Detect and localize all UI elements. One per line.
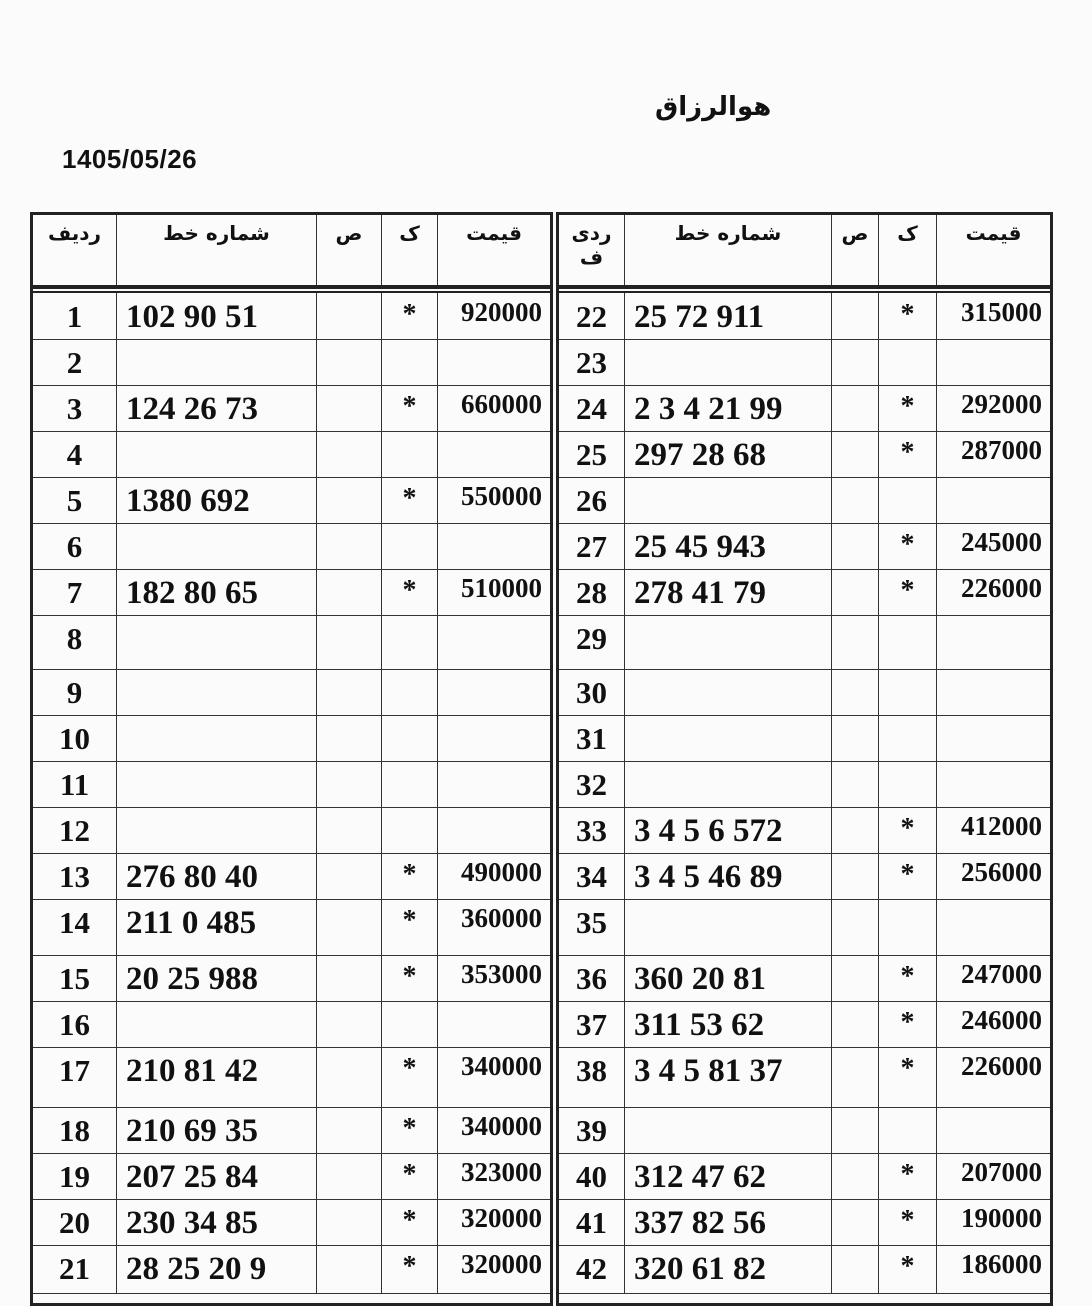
row-number-cell: 27 (559, 523, 625, 569)
table-row (559, 339, 1050, 386)
header-row-number: ردیف (33, 215, 117, 285)
price-cell: 340000 (461, 1051, 542, 1081)
header-price: قیمت (466, 221, 522, 245)
line-number-cell (625, 669, 832, 715)
price-cell: 226000 (961, 1051, 1042, 1081)
row-number-cell: 14 (33, 899, 117, 955)
row-number-cell: 10 (33, 715, 117, 761)
table-row (33, 523, 550, 570)
row-number-cell: 32 (559, 761, 625, 807)
price-cell (438, 715, 550, 761)
line-number-cell (625, 899, 832, 955)
sad-cell (832, 955, 879, 1001)
sad-cell (317, 1153, 382, 1199)
kaf-mark-cell (382, 431, 438, 477)
row-number-cell: 20 (33, 1199, 117, 1245)
row-number-cell: 28 (559, 569, 625, 615)
row-number-cell: 41 (559, 1199, 625, 1245)
table-row (559, 1107, 1050, 1154)
table-row (559, 293, 1050, 340)
sad-cell (832, 293, 879, 339)
kaf-mark-cell: * (382, 955, 438, 1001)
sad-cell (832, 1153, 879, 1199)
price-cell (937, 715, 1050, 761)
sad-cell (832, 431, 879, 477)
price-cell: 292000 (961, 389, 1042, 419)
price-cell (937, 477, 1050, 523)
row-number-cell: 17 (33, 1047, 117, 1107)
price-cell: 660000 (461, 389, 542, 419)
row-number-cell: 24 (559, 385, 625, 431)
sad-cell (317, 1001, 382, 1047)
row-number-cell: 4 (33, 431, 117, 477)
line-number-cell (625, 339, 832, 385)
price-cell: 510000 (461, 573, 542, 603)
kaf-mark-cell: * (879, 1245, 937, 1293)
table-row (33, 1245, 550, 1294)
left-table-header (33, 215, 550, 289)
row-number-cell: 34 (559, 853, 625, 899)
line-number-cell: 102 90 51 (117, 293, 317, 339)
line-number-cell (117, 1001, 317, 1047)
sad-cell (317, 339, 382, 385)
kaf-mark-cell: * (879, 1001, 937, 1047)
sad-cell (317, 385, 382, 431)
row-number-cell: 35 (559, 899, 625, 955)
kaf-mark-cell (879, 339, 937, 385)
row-number-cell: 23 (559, 339, 625, 385)
line-number-cell: 1380 692 (117, 477, 317, 523)
row-number-cell: 31 (559, 715, 625, 761)
row-number-cell: 36 (559, 955, 625, 1001)
kaf-mark-cell (382, 715, 438, 761)
sad-cell (317, 1199, 382, 1245)
row-number-cell: 42 (559, 1245, 625, 1293)
kaf-mark-cell: * (382, 293, 438, 339)
price-cell: 190000 (961, 1203, 1042, 1233)
line-number-cell: 360 20 81 (625, 955, 832, 1001)
price-cell: 412000 (961, 811, 1042, 841)
kaf-mark-cell: * (879, 431, 937, 477)
header-line-number: شماره خط (117, 215, 317, 285)
row-number-cell: 2 (33, 339, 117, 385)
row-number-cell: 11 (33, 761, 117, 807)
price-cell: 315000 (961, 297, 1042, 327)
sad-cell (832, 523, 879, 569)
kaf-mark-cell: * (879, 293, 937, 339)
line-number-cell (117, 807, 317, 853)
sad-cell (832, 899, 879, 955)
line-number-cell: 2 3 4 21 99 (625, 385, 832, 431)
sad-cell (832, 807, 879, 853)
table-row (559, 853, 1050, 900)
price-cell (438, 1001, 550, 1047)
price-cell (438, 669, 550, 715)
table-row (33, 669, 550, 716)
kaf-mark-cell: * (382, 899, 438, 955)
line-number-cell (117, 339, 317, 385)
sad-cell (317, 1107, 382, 1153)
sad-cell (317, 431, 382, 477)
line-number-cell: 124 26 73 (117, 385, 317, 431)
kaf-mark-cell (879, 761, 937, 807)
table-row (559, 615, 1050, 670)
line-number-cell: 20 25 988 (117, 955, 317, 1001)
left-table (30, 212, 553, 1306)
row-number-cell: 8 (33, 615, 117, 669)
kaf-mark-cell (879, 899, 937, 955)
line-number-cell (625, 715, 832, 761)
document-date: 1405/05/26 (62, 144, 198, 174)
price-cell: 245000 (961, 527, 1042, 557)
line-number-cell (625, 1107, 832, 1153)
kaf-mark-cell (879, 477, 937, 523)
table-row (559, 1245, 1050, 1294)
table-row (559, 715, 1050, 762)
row-number-cell: 26 (559, 477, 625, 523)
line-number-cell: 25 45 943 (625, 523, 832, 569)
table-row (33, 807, 550, 854)
line-number-cell (117, 715, 317, 761)
price-cell: 186000 (961, 1249, 1042, 1279)
kaf-mark-cell (382, 1001, 438, 1047)
table-row (559, 1047, 1050, 1108)
line-number-cell (117, 615, 317, 669)
kaf-mark-cell: * (382, 1107, 438, 1153)
price-cell: 256000 (961, 857, 1042, 887)
line-number-cell: 25 72 911 (625, 293, 832, 339)
table-row (559, 955, 1050, 1002)
price-cell (438, 761, 550, 807)
row-number-cell: 3 (33, 385, 117, 431)
price-cell: 226000 (961, 573, 1042, 603)
line-number-cell: 311 53 62 (625, 1001, 832, 1047)
table-row (33, 293, 550, 340)
line-number-cell: 320 61 82 (625, 1245, 832, 1293)
kaf-mark-cell: * (879, 1047, 937, 1107)
kaf-mark-cell: * (382, 1245, 438, 1293)
table-row (33, 1107, 550, 1154)
line-number-cell: 210 81 42 (117, 1047, 317, 1107)
price-cell: 353000 (461, 959, 542, 989)
sad-cell (317, 1245, 382, 1293)
table-row (33, 899, 550, 956)
price-cell (438, 523, 550, 569)
line-number-cell: 28 25 20 9 (117, 1245, 317, 1293)
row-number-cell: 5 (33, 477, 117, 523)
price-cell: 287000 (961, 435, 1042, 465)
row-number-cell: 22 (559, 293, 625, 339)
line-number-cell: 3 4 5 46 89 (625, 853, 832, 899)
row-number-cell: 25 (559, 431, 625, 477)
table-row (33, 1001, 550, 1048)
header-kaf: ک (382, 215, 438, 285)
kaf-mark-cell (382, 339, 438, 385)
sad-cell (832, 1047, 879, 1107)
line-number-cell (625, 615, 832, 669)
row-number-cell: 21 (33, 1245, 117, 1293)
header-sad: ص (317, 215, 382, 285)
kaf-mark-cell: * (382, 385, 438, 431)
price-cell: 320000 (461, 1249, 542, 1279)
table-row (33, 477, 550, 524)
line-number-cell (117, 761, 317, 807)
sad-cell (832, 853, 879, 899)
line-number-cell: 207 25 84 (117, 1153, 317, 1199)
kaf-mark-cell: * (382, 477, 438, 523)
kaf-mark-cell: * (879, 807, 937, 853)
sad-cell (317, 669, 382, 715)
price-cell (438, 615, 550, 669)
header-sad: ص (832, 215, 879, 285)
kaf-mark-cell (879, 669, 937, 715)
price-cell: 323000 (461, 1157, 542, 1187)
sad-cell (832, 569, 879, 615)
sad-cell (317, 955, 382, 1001)
price-cell: 207000 (961, 1157, 1042, 1187)
table-row (33, 715, 550, 762)
kaf-mark-cell (879, 615, 937, 669)
sad-cell (317, 715, 382, 761)
row-number-cell: 6 (33, 523, 117, 569)
table-row (33, 615, 550, 670)
kaf-mark-cell: * (879, 523, 937, 569)
table-row (559, 477, 1050, 524)
line-number-cell (625, 477, 832, 523)
price-cell (937, 339, 1050, 385)
sad-cell (832, 1001, 879, 1047)
table-row (559, 1199, 1050, 1246)
row-number-cell: 9 (33, 669, 117, 715)
sad-cell (317, 523, 382, 569)
row-number-cell: 15 (33, 955, 117, 1001)
sad-cell (317, 1047, 382, 1107)
table-row (33, 853, 550, 900)
table-row (33, 569, 550, 616)
line-number-cell: 230 34 85 (117, 1199, 317, 1245)
kaf-mark-cell: * (382, 1153, 438, 1199)
kaf-mark-cell (879, 1107, 937, 1153)
row-number-cell: 7 (33, 569, 117, 615)
line-number-cell (117, 523, 317, 569)
row-number-cell: 19 (33, 1153, 117, 1199)
row-number-cell: 13 (33, 853, 117, 899)
line-number-cell: 278 41 79 (625, 569, 832, 615)
price-cell (937, 615, 1050, 669)
line-number-cell: 297 28 68 (625, 431, 832, 477)
sad-cell (317, 477, 382, 523)
row-number-cell: 33 (559, 807, 625, 853)
price-cell (937, 761, 1050, 807)
line-number-cell (117, 669, 317, 715)
row-number-cell: 39 (559, 1107, 625, 1153)
price-cell (937, 1107, 1050, 1153)
price-cell: 490000 (461, 857, 542, 887)
line-number-cell: 210 69 35 (117, 1107, 317, 1153)
table-row (33, 1153, 550, 1200)
sad-cell (832, 761, 879, 807)
sad-cell (832, 615, 879, 669)
right-table-header (559, 215, 1050, 289)
sad-cell (832, 477, 879, 523)
kaf-mark-cell (382, 669, 438, 715)
kaf-mark-cell (382, 807, 438, 853)
sad-cell (317, 761, 382, 807)
table-row (559, 523, 1050, 570)
table-row (559, 807, 1050, 854)
header-price: قیمت (965, 221, 1022, 245)
header-row-number: ردی ف (559, 215, 625, 285)
kaf-mark-cell: * (879, 955, 937, 1001)
table-row (559, 385, 1050, 432)
sad-cell (832, 1245, 879, 1293)
sad-cell (317, 569, 382, 615)
header-line-number: شماره خط (625, 215, 832, 285)
kaf-mark-cell: * (879, 1153, 937, 1199)
sad-cell (832, 1107, 879, 1153)
table-row (559, 1001, 1050, 1048)
row-number-cell: 18 (33, 1107, 117, 1153)
price-cell: 320000 (461, 1203, 542, 1233)
header-kaf: ک (879, 215, 937, 285)
kaf-mark-cell: * (879, 569, 937, 615)
kaf-mark-cell (382, 615, 438, 669)
sad-cell (317, 899, 382, 955)
table-row (559, 899, 1050, 956)
line-number-cell (117, 431, 317, 477)
price-cell: 246000 (961, 1005, 1042, 1035)
line-number-cell: 337 82 56 (625, 1199, 832, 1245)
price-cell (438, 431, 550, 477)
page-heading: هوالرزاق (655, 92, 772, 122)
price-cell (438, 339, 550, 385)
price-cell (438, 807, 550, 853)
row-number-cell: 16 (33, 1001, 117, 1047)
sad-cell (832, 385, 879, 431)
table-row (559, 1153, 1050, 1200)
row-number-cell: 40 (559, 1153, 625, 1199)
table-row (33, 1199, 550, 1246)
table-row (33, 385, 550, 432)
price-cell: 247000 (961, 959, 1042, 989)
kaf-mark-cell (382, 761, 438, 807)
price-cell (937, 669, 1050, 715)
row-number-cell: 1 (33, 293, 117, 339)
price-cell: 550000 (461, 481, 542, 511)
sad-cell (832, 339, 879, 385)
kaf-mark-cell: * (382, 1047, 438, 1107)
sad-cell (317, 615, 382, 669)
row-number-cell: 12 (33, 807, 117, 853)
table-row (33, 1047, 550, 1108)
line-number-cell: 182 80 65 (117, 569, 317, 615)
kaf-mark-cell: * (879, 385, 937, 431)
price-cell: 920000 (461, 297, 542, 327)
kaf-mark-cell: * (879, 1199, 937, 1245)
row-number-cell: 29 (559, 615, 625, 669)
price-cell: 360000 (461, 903, 542, 933)
table-row (33, 955, 550, 1002)
price-cell (937, 899, 1050, 955)
table-row (33, 431, 550, 478)
table-row (559, 669, 1050, 716)
row-number-cell: 38 (559, 1047, 625, 1107)
kaf-mark-cell: * (879, 853, 937, 899)
kaf-mark-cell: * (382, 569, 438, 615)
row-number-cell: 37 (559, 1001, 625, 1047)
table-row (33, 339, 550, 386)
table-row (559, 431, 1050, 478)
table-row (559, 761, 1050, 808)
sad-cell (832, 1199, 879, 1245)
line-number-cell: 276 80 40 (117, 853, 317, 899)
table-row (33, 761, 550, 808)
line-number-cell (625, 761, 832, 807)
sad-cell (317, 853, 382, 899)
line-number-cell: 211 0 485 (117, 899, 317, 955)
kaf-mark-cell (879, 715, 937, 761)
sad-cell (832, 715, 879, 761)
sad-cell (832, 669, 879, 715)
sad-cell (317, 293, 382, 339)
line-number-cell: 312 47 62 (625, 1153, 832, 1199)
kaf-mark-cell (382, 523, 438, 569)
row-number-cell: 30 (559, 669, 625, 715)
right-table (556, 212, 1053, 1306)
price-cell: 340000 (461, 1111, 542, 1141)
kaf-mark-cell: * (382, 853, 438, 899)
line-number-cell: 3 4 5 81 37 (625, 1047, 832, 1107)
line-number-cell: 3 4 5 6 572 (625, 807, 832, 853)
kaf-mark-cell: * (382, 1199, 438, 1245)
sad-cell (317, 807, 382, 853)
table-row (559, 569, 1050, 616)
